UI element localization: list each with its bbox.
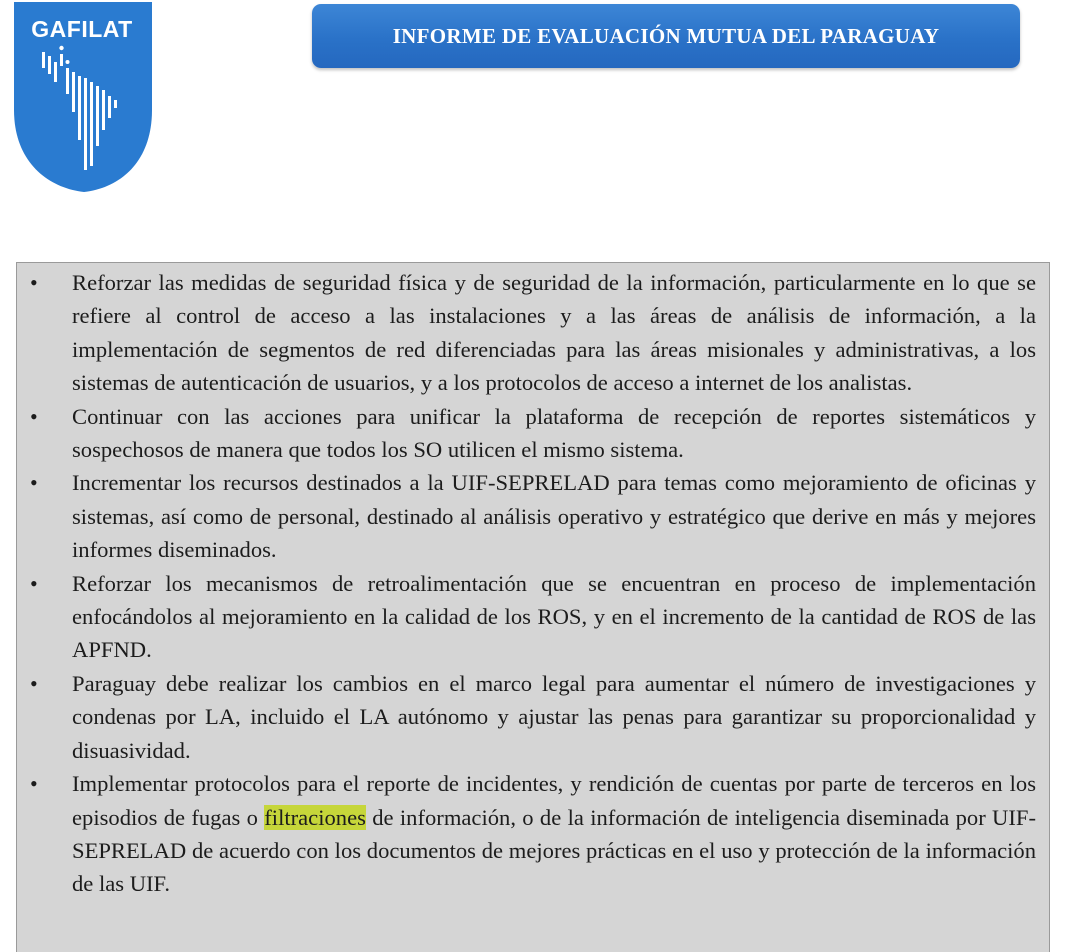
recommendation-text: Paraguay debe realizar los cambios en el marco legal para aumentar el número de investigaciones y condenas por LA, incluido el LA autónomo y ajustar las penas para garantizar su proporcionalidad y disuasividad. bbox=[72, 670, 1036, 763]
recommendation-text: Reforzar las medidas de seguridad física y de seguridad de la información, particularmente en lo que se refiere al control de acceso a las instalaciones y a las áreas de análisis de información, a la implementación de segmentos de red diferenciadas para las áreas misionales y administrativas, a los sistemas de autenticación de usuarios, y a los protocolos de acceso a internet de los analistas. bbox=[72, 270, 1036, 396]
recommendation-text: Reforzar los mecanismos de retroalimentación que se encuentran en proceso de implementación enfocándolos al mejoramiento en la calidad de los ROS, y en el incremento de la cantidad de ROS de las APFND. bbox=[72, 570, 1036, 663]
bullet-icon: • bbox=[30, 771, 38, 797]
bullet-icon: • bbox=[30, 570, 38, 596]
recommendation-text-after: de información, o de la información de inteligencia diseminada por UIF-SEPRELAD de acuerdo con los documentos de mejores prácticas en el uso y protección de la información de las UIF. bbox=[72, 804, 1036, 897]
recommendation-item bbox=[17, 667, 1049, 767]
bullet-icon: • bbox=[30, 470, 38, 496]
highlighted-word: filtraciones bbox=[264, 804, 366, 830]
recommendations-list bbox=[17, 266, 1049, 901]
recommendation-item bbox=[17, 466, 1049, 566]
recommendation-item bbox=[17, 767, 1049, 901]
recommendation-item bbox=[17, 400, 1049, 467]
recommendation-text-before: Implementar protocolos para el reporte de incidentes, y rendición de cuentas por parte de terceros en los episodios de fugas o bbox=[72, 771, 1036, 830]
report-title: INFORME DE EVALUACIÓN MUTUA DEL PARAGUAY bbox=[392, 23, 940, 48]
recommendation-text: Incrementar los recursos destinados a la UIF-SEPRELAD para temas como mejoramiento de oficinas y sistemas, así como de personal, destinado al análisis operativo y estratégico que derive en más y mejores informes diseminados. bbox=[72, 470, 1036, 563]
bullet-icon: • bbox=[30, 670, 38, 696]
recommendation-text: Continuar con las acciones para unificar la plataforma de recepción de reportes sistemáticos y sospechosos de manera que todos los SO utilicen el mismo sistema. bbox=[72, 403, 1036, 463]
recommendation-item bbox=[17, 567, 1049, 667]
bullet-icon: • bbox=[30, 403, 38, 429]
recommendations-box bbox=[16, 262, 1050, 952]
logo-text: GAFILAT bbox=[31, 16, 133, 42]
recommendation-item bbox=[17, 266, 1049, 400]
bullet-icon: • bbox=[30, 270, 38, 295]
report-title-banner bbox=[312, 4, 1020, 68]
gafilat-logo bbox=[10, 2, 158, 198]
